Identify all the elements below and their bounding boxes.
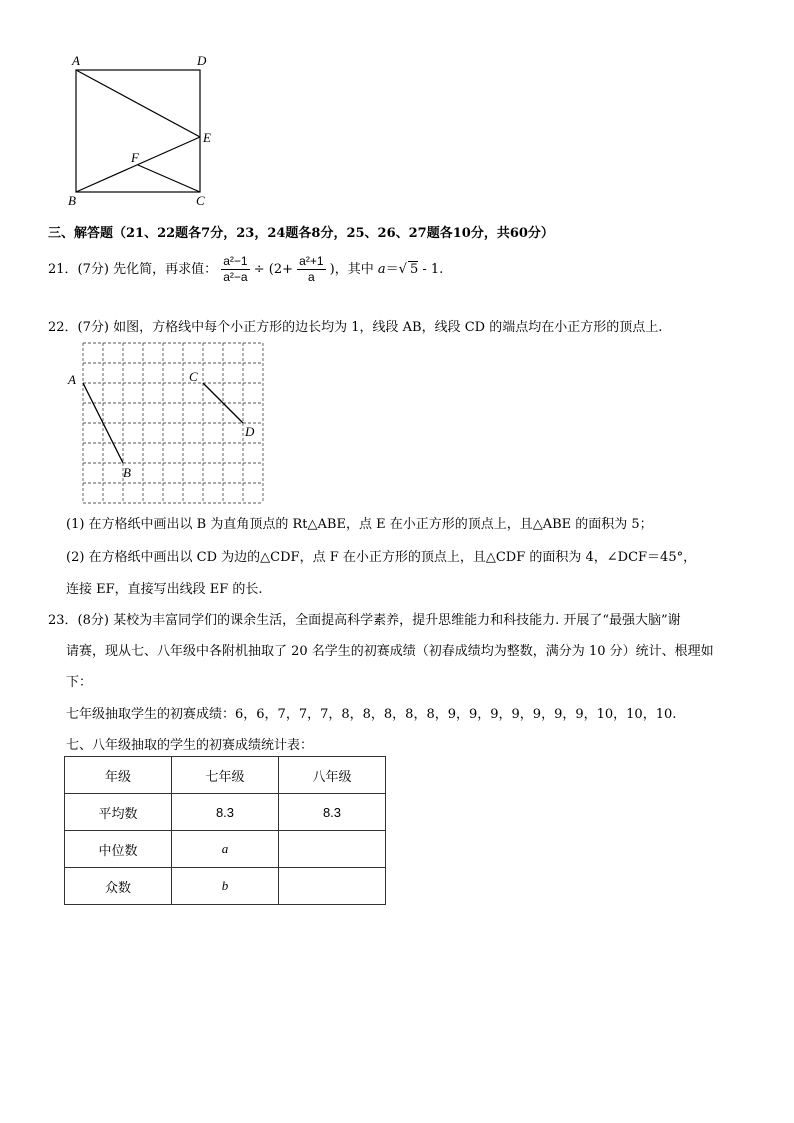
- question-21: [48, 254, 443, 285]
- q21-frac1-numerator: a²−1: [223, 254, 248, 268]
- q21-tail: - 1.: [418, 262, 444, 277]
- q21-paren-close: )，其中: [329, 262, 378, 277]
- table-cell: 8.3: [279, 794, 386, 831]
- score-statistics-table: [64, 756, 386, 905]
- q21-divide: ÷: [253, 262, 265, 277]
- label-A: A: [72, 53, 80, 68]
- table-header-cell: 八年级: [279, 757, 386, 794]
- section-heading: 三、解答题（21、22题各7分，23，24题各8分，25、26、27题各10分，共60分）: [48, 226, 554, 241]
- table-header-cell: 七年级: [172, 757, 279, 794]
- q21-radicand: 5: [409, 262, 419, 277]
- table-row: [65, 794, 386, 831]
- q21-variable: a: [377, 262, 386, 277]
- label-D: D: [197, 53, 207, 68]
- table-row: [65, 868, 386, 905]
- question-23-line-1: 23．(8分) 某校为丰富同学们的课余生活，全面提高科学素养，提升思维能力和科技能力. 开展了“最强大脑”谢: [48, 613, 681, 628]
- q21-paren-open: (2+: [268, 262, 294, 277]
- table-header-cell: 年级: [65, 757, 172, 794]
- table-cell: 中位数: [65, 831, 172, 868]
- table-cell: 8.3: [172, 794, 279, 831]
- figure-rectangle-diagram: [60, 52, 220, 212]
- table-cell: b: [172, 868, 279, 905]
- grid-diagram: [80, 340, 266, 506]
- grid-label-D: D: [245, 424, 255, 439]
- q21-fraction-1: [221, 254, 249, 285]
- grid-label-B: B: [123, 465, 131, 480]
- question-23-line-3: 下：: [66, 675, 93, 690]
- question-22-part-2-cont: 连接 EF，直接写出线段 EF 的长.: [66, 582, 263, 597]
- table-cell: [279, 868, 386, 905]
- q21-frac2-numerator: a²+1: [299, 254, 324, 268]
- table-cell: 平均数: [65, 794, 172, 831]
- label-F: F: [131, 150, 139, 165]
- table-cell: 众数: [65, 868, 172, 905]
- label-C: C: [196, 193, 205, 208]
- q21-prefix: 21．(7分) 先化简，再求值：: [48, 262, 218, 277]
- q21-fraction-2: [297, 254, 325, 285]
- q21-frac1-denominator: a²−a: [223, 270, 248, 284]
- q21-sqrt-sign: √: [398, 262, 407, 277]
- grid-label-C: C: [189, 369, 198, 384]
- table-title: 七、八年级抽取的学生的初赛成绩统计表：: [66, 738, 314, 753]
- q21-equals: ＝: [385, 262, 399, 277]
- table-cell: a: [172, 831, 279, 868]
- q21-frac2-denominator: a: [308, 270, 315, 284]
- table-header-row: [65, 757, 386, 794]
- label-E: E: [203, 130, 211, 145]
- question-22-part-1: (1) 在方格纸中画出以 B 为直角顶点的 Rt△ABE，点 E 在小正方形的顶点上，且△ABE 的面积为 5；: [66, 517, 653, 532]
- question-22-text: 22．(7分) 如图，方格线中每个小正方形的边长均为 1，线段 AB，线段 CD 的端点均在小正方形的顶点上.: [48, 320, 663, 335]
- grid-label-A: A: [68, 372, 76, 387]
- question-23-scores: 七年级抽取学生的初赛成绩：6，6，7，7，7，8，8，8，8，8，9，9，9，9，9，9，9，10，10，10.: [66, 707, 677, 722]
- label-B: B: [68, 193, 76, 208]
- table-cell: [279, 831, 386, 868]
- question-23-line-2: 请赛，现从七、八年级中各附机抽取了 20 名学生的初赛成绩（初春成绩均为整数，满分为 10 分）统计、根理如: [66, 644, 714, 659]
- question-22-part-2: (2) 在方格纸中画出以 CD 为边的△CDF，点 F 在小正方形的顶点上，且△CDF 的面积为 4，∠DCF＝45°，: [66, 550, 697, 565]
- table-row: [65, 831, 386, 868]
